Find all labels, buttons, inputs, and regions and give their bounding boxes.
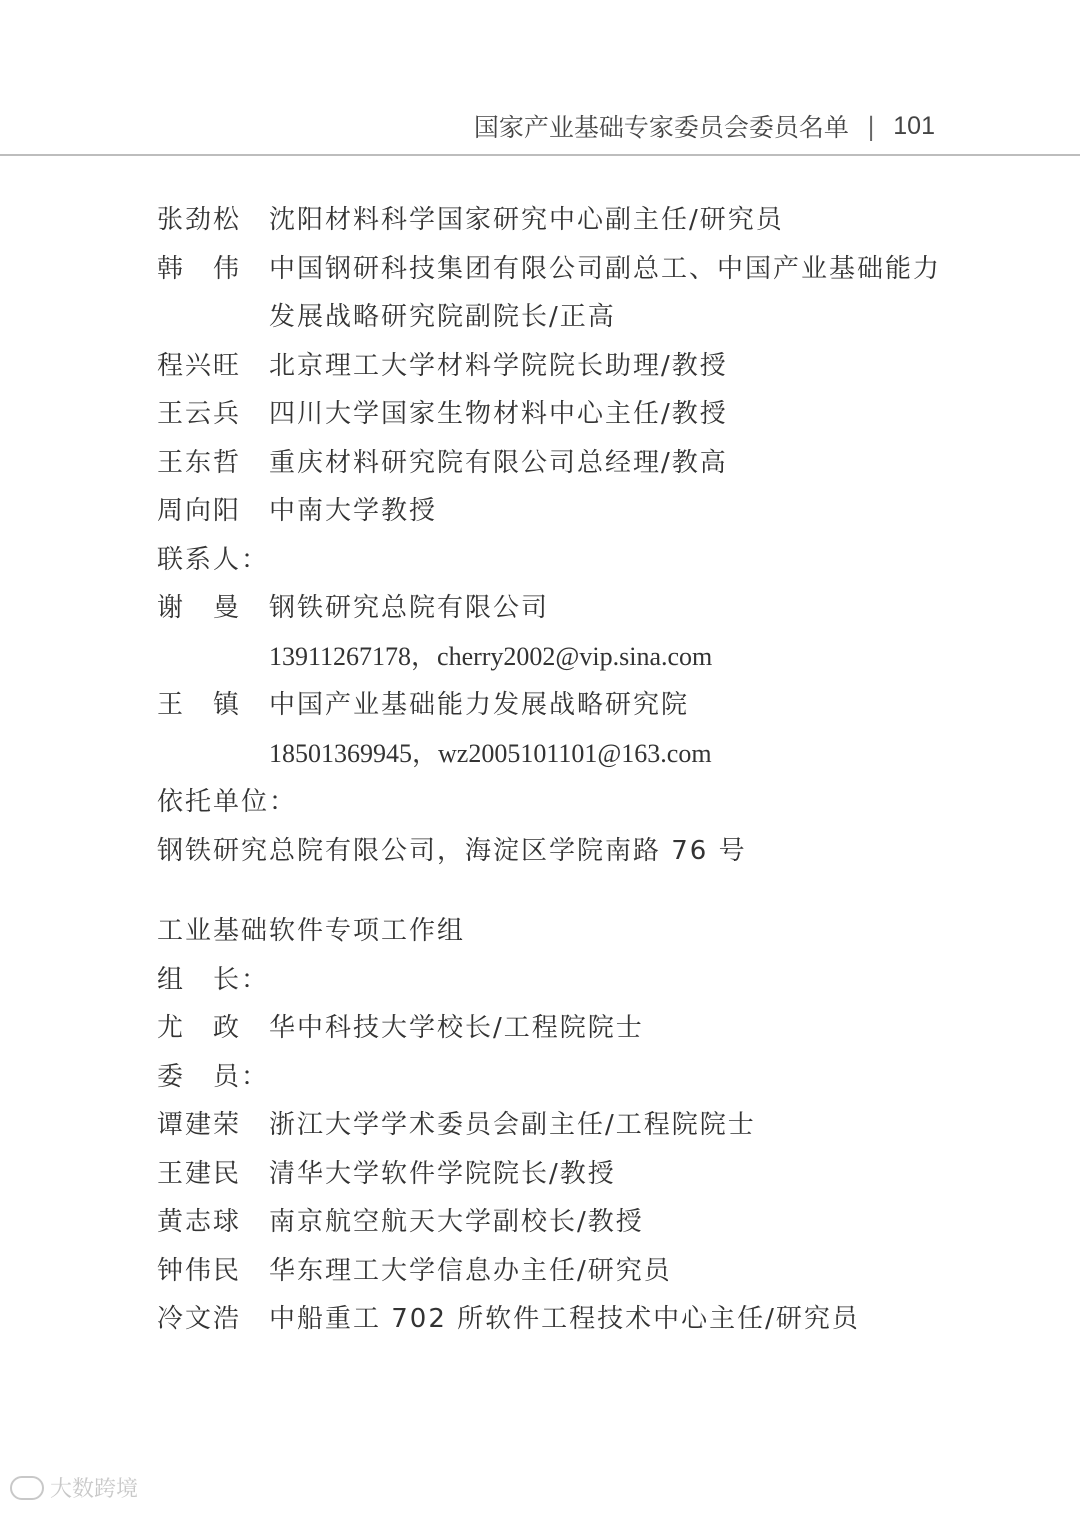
member-name: 谭建荣 [157, 1110, 242, 1140]
members-label [157, 1053, 957, 1102]
contact-org: 钢铁研究总院有限公司 [269, 593, 550, 623]
unit-label [157, 778, 957, 827]
member-name: 王东哲 [157, 447, 242, 478]
member-row [157, 439, 957, 488]
member-row [157, 245, 957, 294]
watermark-text: 大数跨境 [50, 1477, 139, 1502]
section-title [157, 907, 957, 956]
member-title: 四川大学国家生物材料中心主任/教授 [269, 399, 728, 429]
member-row [157, 1295, 957, 1344]
member-title: 中船重工 702 所软件工程技术中心主任/研究员 [269, 1304, 860, 1334]
member-row [157, 1150, 957, 1199]
member-row [157, 487, 957, 536]
member-row [157, 1198, 957, 1247]
member-name: 王云兵 [157, 399, 242, 429]
member-title: 中国钢研科技集团有限公司副总工、中国产业基础能力 [269, 253, 942, 284]
member-name: 周向阳 [157, 496, 242, 526]
members-label-text: 委 员： [157, 1061, 270, 1092]
member-row [157, 390, 957, 439]
leader-row [157, 1004, 957, 1053]
member-name: 黄志球 [157, 1207, 242, 1237]
member-title: 沈阳材料科学国家研究中心副主任/研究员 [269, 205, 784, 235]
member-title: 浙江大学学术委员会副主任/工程院院士 [269, 1110, 756, 1140]
contacts-label [157, 536, 957, 585]
member-title-continuation: 发展战略研究院副院长/正高 [269, 302, 616, 332]
member-title: 华东理工大学信息办主任/研究员 [269, 1255, 672, 1286]
watermark-logo-icon [10, 1476, 44, 1500]
member-name: 王建民 [157, 1158, 242, 1189]
member-title: 清华大学软件学院院长/教授 [269, 1158, 616, 1189]
section-gap [157, 875, 957, 907]
contact-org: 中国产业基础能力发展战略研究院 [269, 690, 690, 720]
member-title: 南京航空航天大学副校长/教授 [269, 1207, 644, 1237]
page-body [157, 196, 957, 1344]
member-name: 张劲松 [157, 205, 242, 235]
unit-address-text: 钢铁研究总院有限公司，海淀区学院南路 76 号 [157, 835, 747, 866]
contact-name: 王 镇 [157, 690, 242, 720]
section-title-text: 工业基础软件专项工作组 [157, 916, 466, 946]
contact-phone-email: 13911267178，cherry2002@vip.sina.com [269, 641, 713, 671]
leader-title: 华中科技大学校长/工程院院士 [269, 1013, 644, 1043]
running-header [474, 108, 935, 144]
member-name: 钟伟民 [157, 1255, 242, 1286]
unit-address [157, 827, 957, 876]
header-title: 国家产业基础专家委员会委员名单 [473, 113, 849, 142]
member-title: 重庆材料研究院有限公司总经理/教高 [269, 447, 728, 478]
member-row [157, 1101, 957, 1150]
leader-label [157, 956, 957, 1005]
contacts-label-text: 联系人： [157, 544, 270, 575]
member-row [157, 1247, 957, 1296]
contact-name: 谢 曼 [157, 593, 242, 623]
member-name: 韩 伟 [157, 253, 242, 284]
member-row [157, 196, 957, 245]
leader-name: 尤 政 [157, 1013, 242, 1043]
member-name: 冷文浩 [157, 1304, 242, 1334]
watermark [10, 1472, 138, 1503]
contact-details-row [157, 633, 957, 682]
member-name: 程兴旺 [157, 350, 242, 381]
unit-label-text: 依托单位： [157, 787, 298, 817]
leader-label-text: 组 长： [157, 964, 270, 995]
header-rule [0, 154, 1080, 156]
contact-row [157, 681, 957, 730]
contact-phone-email: 18501369945，wz2005101101@163.com [269, 738, 712, 768]
page-number: 101 [893, 111, 935, 140]
member-title: 中南大学教授 [269, 496, 438, 526]
member-title: 北京理工大学材料学院院长助理/教授 [269, 350, 728, 381]
contact-row [157, 584, 957, 633]
member-row [157, 342, 957, 391]
header-separator: | [866, 111, 876, 141]
member-row-continuation [157, 293, 957, 342]
contact-details-row [157, 730, 957, 779]
